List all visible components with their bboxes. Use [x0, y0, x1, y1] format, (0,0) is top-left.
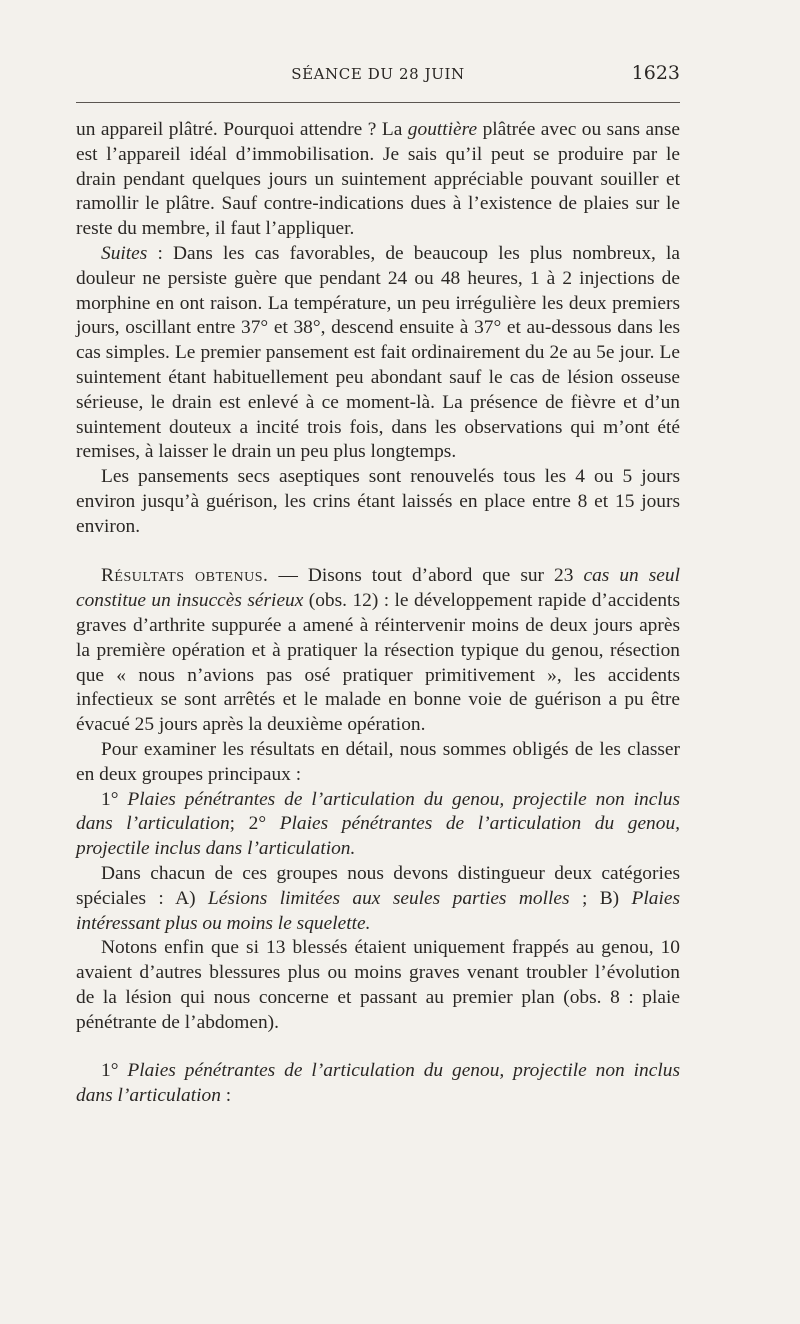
paragraph-notons: Notons enfin que si 13 blessés étaient uniquement frappés au genou, 10 avaient d’autres blessures plus ou moins graves venant troubler l’évolution de la lésion qui nous concerne et passant au premier plan (obs. 8 : plaie pénétrante de l’abdomen).: [76, 937, 680, 1033]
section-heading: Résultats obtenus.: [101, 565, 269, 587]
paragraph-categories: Dans chacun de ces groupes nous devons distingueur deux catégories spéciales : A) Lésions limitées aux seules parties molles ; B) Plaies intéressant plus ou moins le squelette.: [76, 862, 681, 934]
running-title: SÉANCE DU 28 JUIN: [291, 65, 465, 83]
paragraph-groupes: 1° Plaies pénétrantes de l’articulation du genou, projectile non inclus dans l’articulation; 2° Plaies pénétrantes de l’articulation du genou, projectile inclus dans l’articulation.: [76, 788, 680, 860]
spacer: [76, 540, 680, 565]
body-text: [76, 118, 680, 1109]
page-header: [76, 62, 680, 86]
paragraph-subheading: 1° Plaies pénétrantes de l’articulation du genou, projectile non inclus dans l’articulation :: [76, 1060, 680, 1107]
paragraph-examiner: Pour examiner les résultats en détail, nous sommes obligés de les classer en deux groupes principaux :: [76, 738, 680, 785]
paragraph-resultats: Résultats obtenus. — Disons tout d’abord que sur 23 cas un seul constitue un insuccès sérieux (obs. 12) : le développement rapide d’accidents graves d’arthrite suppurée a amené à réintervenir moins de deux jours après la première opération et à pratiquer la résection typique du genou, résection que « nous n’avions pas osé pratiquer primitivement », les accidents infectieux se sont arrêtés et le malade en bonne voie de guérison a pu être évacué 25 jours après la deuxième opération.: [76, 565, 680, 736]
paragraph-suites: Suites : Dans les cas favorables, de beaucoup les plus nombreux, la douleur ne persiste guère que pendant 24 ou 48 heures, 1 à 2 injections de morphine en ont raison. La température, un peu irrégulière les deux premiers jours, oscillant entre 37° et 38°, descend ensuite à 37° et au-dessous dans les cas simples. Le premier pansement est fait ordinairement du 2e au 5e jour. Le suintement étant habituellement peu abondant sauf le cas de lésion osseuse sérieuse, le drain est enlevé à ce moment-là. La présence de fièvre et d’un suintement douteux a incité trois fois, dans les observations qui m’ont été remises, à laisser le drain un peu plus longtemps.: [76, 242, 680, 463]
page-number: 1623: [631, 62, 680, 84]
paragraph-pansements: Les pansements secs aseptiques sont renouvelés tous les 4 ou 5 jours environ jusqu’à guérison, les crins étant laissés en place entre 8 et 15 jours environ.: [76, 466, 680, 537]
header-rule: [76, 102, 680, 103]
spacer: [76, 1035, 680, 1059]
paragraph-1: un appareil plâtré. Pourquoi attendre ? La gouttière plâtrée avec ou sans anse est l’appareil idéal d’immobilisation. Je sais qu’il peut se produire par le drain pendant quelques jours un suintement appréciable pouvant souiller et ramollir le plâtre. Sauf contre-indications dues à l’existence de plaies sur le reste du membre, il faut l’appliquer.: [76, 119, 680, 240]
